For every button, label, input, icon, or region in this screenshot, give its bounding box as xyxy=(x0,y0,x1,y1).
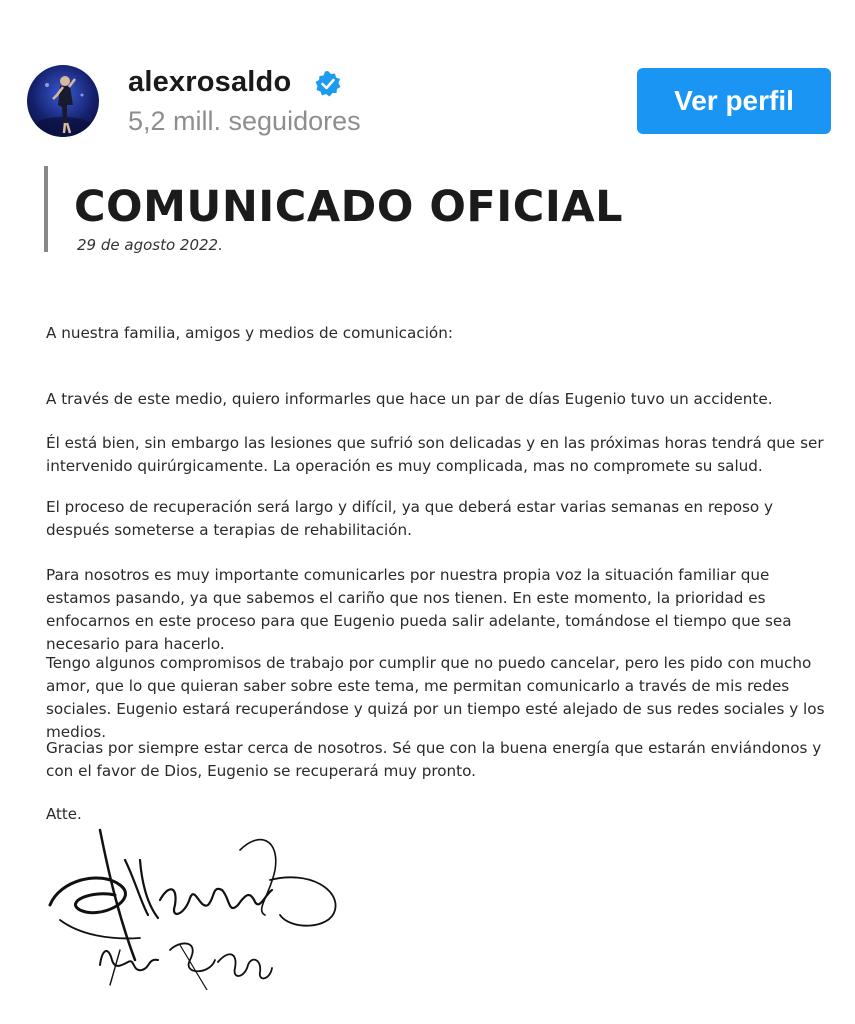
greeting: A nuestra familia, amigos y medios de comunicación: xyxy=(46,324,453,342)
title-accent-bar xyxy=(44,166,48,252)
paragraph: Para nosotros es muy importante comunicarles por nuestra propia voz la situación familiar que estamos pasando, ya que sabemos el cariño que nos tienen. En este momento, la prioridad es enfocarnos en este proceso para que Eugenio pueda salir adelante, tomándose el tiempo que sea necesario para hacerlo. xyxy=(46,566,792,653)
username[interactable]: alexrosaldo xyxy=(128,66,292,98)
avatar[interactable] xyxy=(27,65,99,137)
paragraph: A través de este medio, quiero informarles que hace un par de días Eugenio tuvo un accidente. xyxy=(46,390,773,408)
profile-header xyxy=(0,0,855,150)
view-profile-button[interactable]: Ver perfil xyxy=(637,68,831,134)
document-date: 29 de agosto 2022. xyxy=(77,236,223,254)
closing: Atte. xyxy=(46,805,82,823)
document-title: COMUNICADO OFICIAL xyxy=(74,182,624,232)
paragraph: El proceso de recuperación será largo y difícil, ya que deberá estar varias semanas en reposo y después someterse a terapias de rehabilitación. xyxy=(46,498,774,539)
paragraph: Gracias por siempre estar cerca de nosotros. Sé que con la buena energía que estarán enviándonos y con el favor de Dios, Eugenio se recuperará muy pronto. xyxy=(46,739,822,780)
paragraph: Él está bien, sin embargo las lesiones que sufrió son delicadas y en las próximas horas tendrá que ser intervenido quirúrgicamente. La operación es muy complicada, mas no compromete su salud. xyxy=(46,434,824,475)
avatar-image xyxy=(27,65,99,137)
signature-image xyxy=(40,790,360,990)
verified-badge-icon xyxy=(314,70,342,98)
statement-document xyxy=(0,150,855,1024)
followers-count: 5,2 mill. seguidores xyxy=(128,106,361,136)
paragraph: Tengo algunos compromisos de trabajo por cumplir que no puedo cancelar, pero les pido con mucho amor, que lo que quieran saber sobre este tema, me permitan comunicarlo a través de mis redes sociales. Eugenio estará recuperándose y quizá por un tiempo esté alejado de sus redes sociales y los medios. xyxy=(46,654,825,741)
